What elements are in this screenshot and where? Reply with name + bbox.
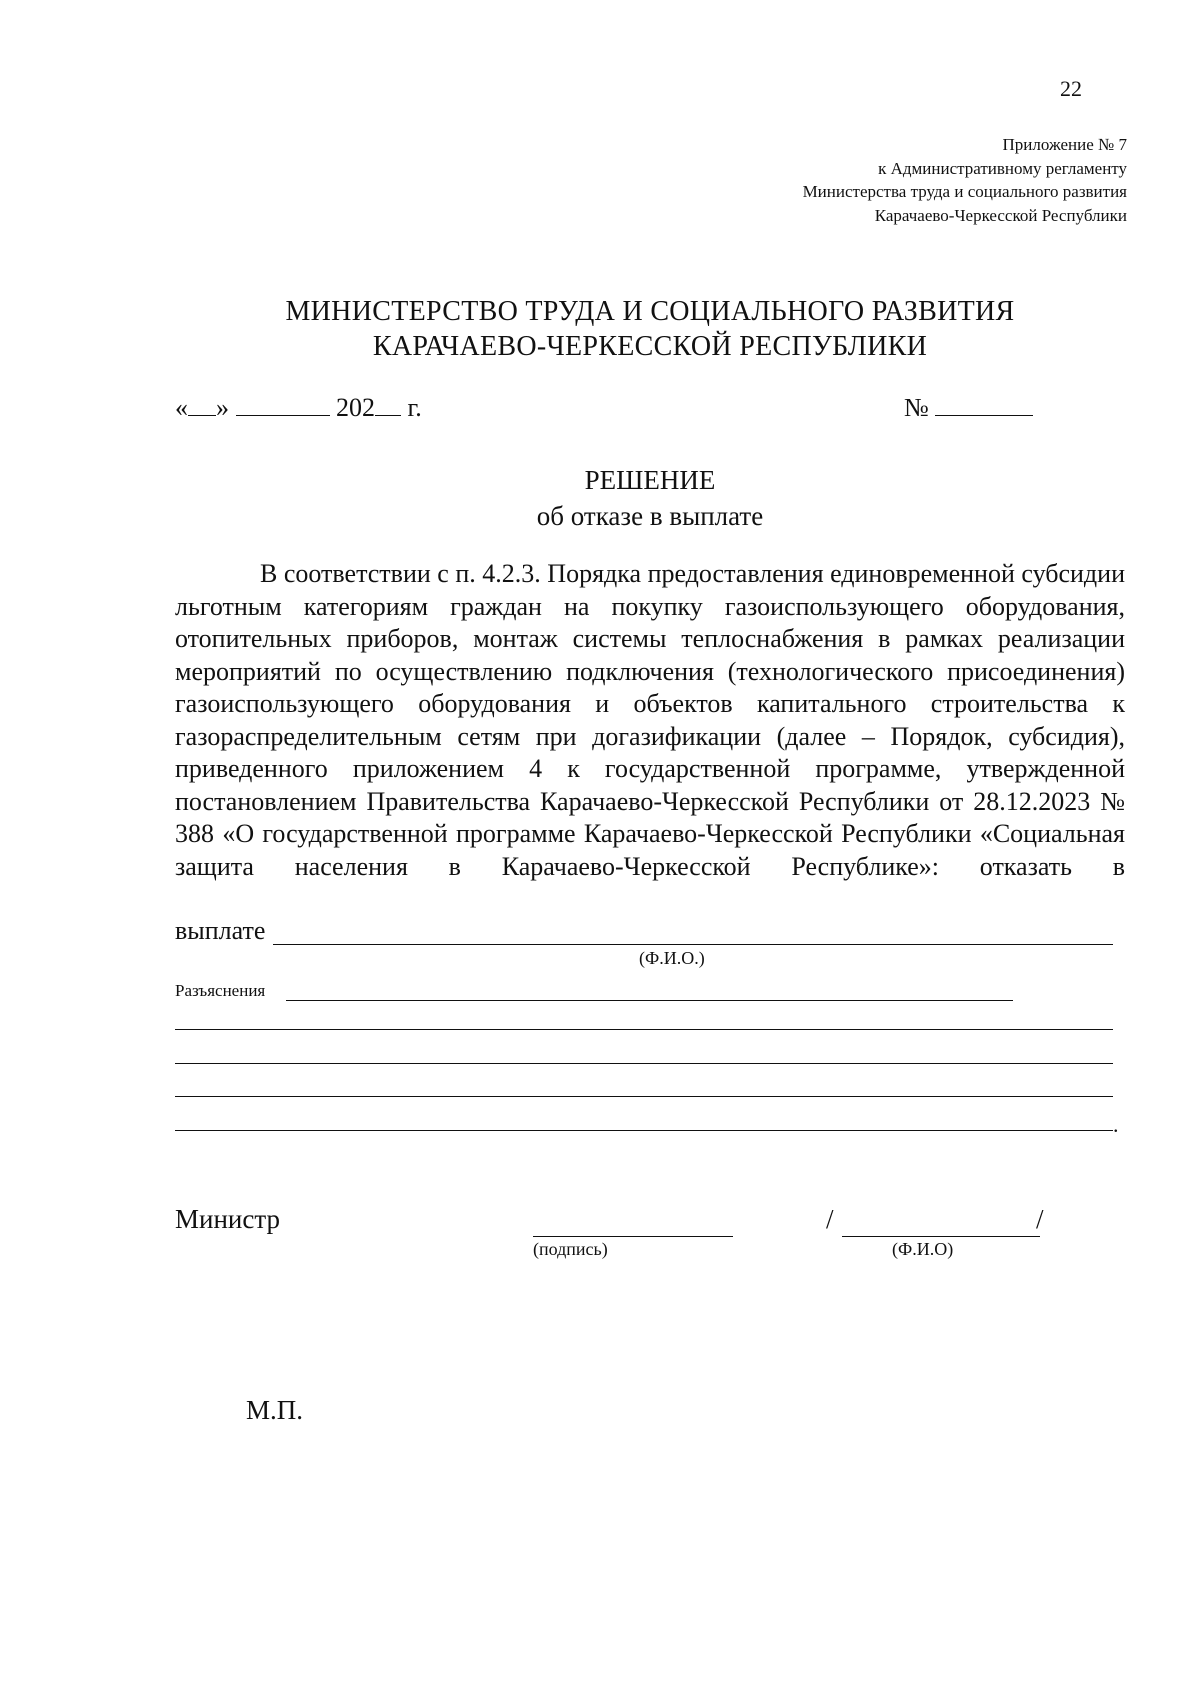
appendix-line-3: Министерства труда и социального развития xyxy=(802,182,1127,201)
fio-slash-left: / xyxy=(826,1204,834,1234)
stamp-place: М.П. xyxy=(246,1395,304,1425)
fio-slash-right: / xyxy=(1036,1204,1044,1234)
date-open-quote: « xyxy=(175,393,188,422)
page-number: 22 xyxy=(1060,76,1082,101)
organization-header xyxy=(0,294,1200,364)
appendix-line-2: к Административному регламенту xyxy=(878,158,1127,178)
fio-blank-line xyxy=(273,944,1113,945)
appendix-line-1: Приложение № 7 xyxy=(1002,135,1127,154)
day-blank xyxy=(188,393,216,416)
signature-line xyxy=(533,1236,733,1237)
number-sign: № xyxy=(904,393,929,422)
month-blank xyxy=(236,393,330,416)
number-line xyxy=(904,393,1033,423)
explanations-line-1 xyxy=(286,1000,1013,1001)
signature-caption: (подпись) xyxy=(533,1239,608,1259)
minister-fio-caption: (Ф.И.О) xyxy=(892,1239,954,1259)
date-line xyxy=(175,393,422,423)
year-suffix: г. xyxy=(407,393,422,422)
explanations-line-2 xyxy=(175,1029,1113,1030)
explanations-line-5 xyxy=(175,1130,1113,1131)
organization-line-2: КАРАЧАЕВО-ЧЕРКЕССКОЙ РЕСПУБЛИКИ xyxy=(372,331,928,362)
explanations-line-4 xyxy=(175,1096,1113,1097)
minister-label: Министр xyxy=(175,1204,280,1234)
organization-line-1: МИНИСТЕРСТВО ТРУДА И СОЦИАЛЬНОГО РАЗВИТИЯ xyxy=(285,296,1015,327)
appendix-block xyxy=(803,133,1127,227)
year-prefix: 202 xyxy=(336,393,375,422)
explanations-line-3 xyxy=(175,1063,1113,1064)
title-sub: об отказе в выплате xyxy=(536,501,764,531)
minister-fio-line xyxy=(842,1236,1040,1237)
fio-caption: (Ф.И.О.) xyxy=(639,948,705,968)
title-main: РЕШЕНИЕ xyxy=(584,465,716,495)
document-title xyxy=(0,462,1200,534)
date-close-quote: » xyxy=(216,393,229,422)
body-text xyxy=(175,558,1125,883)
year-blank xyxy=(375,393,401,416)
payout-word: выплате xyxy=(175,916,266,945)
explanations-label: Разъяснения xyxy=(175,981,266,1000)
body-paragraph: В соответствии с п. 4.2.3. Порядка предоставления единовременной субсидии льготным категориям граждан на покупку газоиспользующего оборудования, отопительных приборов, монтаж системы теплоснабжения в рамках реализации мероприятий по осуществлению подключения (технологического присоединения) газоиспользующего оборудования и объектов капитального строительства к газораспределительным сетям при догазификации (далее – Порядок, субсидия), приведенного приложением 4 к государственной программе, утвержденной постановлением Правительства Карачаево-Черкесской Республики от 28.12.2023 № 388 «О государственной программе Карачаево-Черкесской Республики «Социальная защита населения в Карачаево-Черкесской Республике»: отказать в xyxy=(175,559,1125,881)
explanations-end-dot: . xyxy=(1113,1112,1119,1137)
appendix-line-4: Карачаево-Черкесской Республики xyxy=(874,205,1127,225)
number-blank xyxy=(935,393,1033,416)
